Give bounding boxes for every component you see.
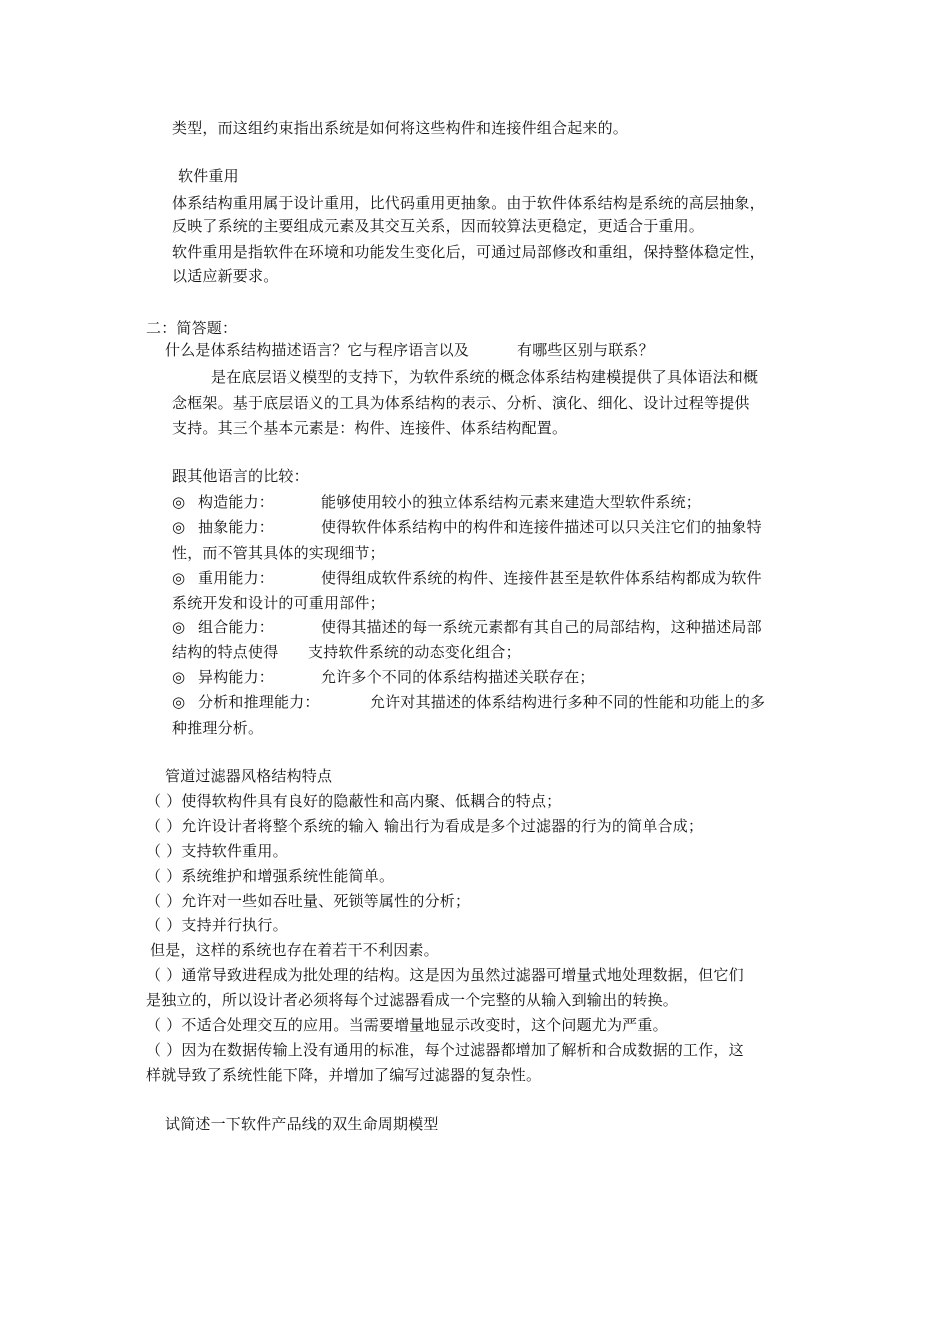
pipe-filter-advantage-3: （ ）支持软件重用。 — [146, 842, 288, 860]
item-text-part-a: 结构的特点使得 — [172, 643, 279, 661]
item-label: 抽象能力： — [198, 518, 275, 536]
comparison-item-hetero — [172, 667, 595, 687]
item-text-part-b: 支持软件系统的动态变化组合； — [308, 643, 521, 661]
question-1-part-a: 什么是体系结构描述语言？它与程序语言以及 — [165, 341, 470, 359]
pipe-filter-disadvantage-2: （ ）不适合处理交互的应用。当需要增量地显示改变时，这个问题尤为严重。 — [146, 1016, 668, 1034]
pipe-filter-disadvantage-1: （ ）通常导致进程成为批处理的结构。这是因为虽然过滤器可增量式地处理数据，但它们 — [146, 966, 744, 984]
item-label: 异构能力： — [198, 668, 275, 686]
comparison-item-analysis — [172, 692, 766, 712]
pipe-filter-disadvantage-3: （ ）因为在数据传输上没有通用的标准，每个过滤器都增加了解析和合成数据的工作，这 — [146, 1041, 744, 1059]
intro-line: 类型，而这组约束指出系统是如何将这些构件和连接件组合起来的。 — [172, 119, 629, 137]
bullet-icon: ◎ — [172, 668, 186, 686]
comparison-item-reuse — [172, 568, 762, 588]
comparison-heading: 跟其他语言的比较： — [172, 467, 309, 485]
comparison-item-reuse-cont: 系统开发和设计的可重用部件； — [172, 594, 385, 612]
section-heading: 二：简答题： — [146, 319, 238, 337]
comparison-item-analysis-cont: 种推理分析。 — [172, 719, 264, 737]
pipe-filter-advantage-4: （ ）系统维护和增强系统性能简单。 — [146, 867, 395, 885]
item-text: 能够使用较小的独立体系结构元素来建造大型软件系统； — [321, 493, 702, 511]
reuse-heading: 软件重用 — [178, 167, 239, 185]
answer-1-line-1: 是在底层语义模型的支持下，为软件系统的概念体系结构建模提供了具体语法和概 — [211, 368, 759, 386]
item-label: 构造能力： — [198, 493, 275, 511]
item-text: 允许对其描述的体系结构进行多种不同的性能和功能上的多 — [370, 693, 766, 711]
item-label: 重用能力： — [198, 569, 275, 587]
bullet-icon: ◎ — [172, 493, 186, 511]
item-text: 使得软件体系结构中的构件和连接件描述可以只关注它们的抽象特 — [321, 518, 762, 536]
pipe-filter-heading: 管道过滤器风格结构特点 — [165, 767, 333, 785]
reuse-paragraph-2-line-2: 以适应新要求。 — [172, 267, 279, 285]
item-text: 使得其描述的每一系统元素都有其自己的局部结构，这种描述局部 — [321, 618, 762, 636]
comparison-item-abstract — [172, 517, 762, 537]
reuse-paragraph-2-line-1: 软件重用是指软件在环境和功能发生变化后，可通过局部修改和重组，保持整体稳定性， — [172, 243, 765, 261]
bullet-icon: ◎ — [172, 569, 186, 587]
comparison-item-construct — [172, 492, 702, 512]
answer-1-line-3: 支持。其三个基本元素是：构件、连接件、体系结构配置。 — [172, 419, 568, 437]
comparison-item-compose — [172, 617, 762, 637]
pipe-filter-advantage-6: （ ）支持并行执行。 — [146, 916, 288, 934]
answer-1-line-2: 念框架。基于底层语义的工具为体系结构的表示、分析、演化、细化、设计过程等提供 — [172, 394, 750, 412]
question-1 — [165, 340, 654, 360]
item-text: 使得组成软件系统的构件、连接件甚至是软件体系结构都成为软件 — [321, 569, 762, 587]
question-1-part-b: 有哪些区别与联系？ — [517, 341, 654, 359]
comparison-item-compose-cont — [172, 642, 521, 662]
bullet-icon: ◎ — [172, 518, 186, 536]
pipe-filter-advantage-2: （ ）允许设计者将整个系统的输入 输出行为看成是多个过滤器的行为的简单合成； — [146, 817, 704, 835]
item-label: 分析和推理能力： — [198, 693, 320, 711]
item-label: 组合能力： — [198, 618, 275, 636]
reuse-paragraph-1-line-1: 体系结构重用属于设计重用，比代码重用更抽象。由于软件体系结构是系统的高层抽象， — [172, 194, 765, 212]
product-line-question: 试简述一下软件产品线的双生命周期模型 — [165, 1115, 439, 1133]
comparison-item-abstract-cont: 性，而不管其具体的实现细节； — [172, 544, 385, 562]
pipe-filter-but-line: 但是，这样的系统也存在着若干不利因素。 — [150, 941, 439, 959]
reuse-paragraph-1-line-2: 反映了系统的主要组成元素及其交互关系，因而较算法更稳定，更适合于重用。 — [172, 217, 705, 235]
pipe-filter-advantage-5: （ ）允许对一些如吞吐量、死锁等属性的分析； — [146, 892, 471, 910]
item-text: 允许多个不同的体系结构描述关联存在； — [321, 668, 595, 686]
bullet-icon: ◎ — [172, 693, 186, 711]
pipe-filter-advantage-1: （ ）使得软构件具有良好的隐蔽性和高内聚、低耦合的特点； — [146, 792, 562, 810]
pipe-filter-disadvantage-3-cont: 样就导致了系统性能下降，并增加了编写过滤器的复杂性。 — [146, 1066, 542, 1084]
bullet-icon: ◎ — [172, 618, 186, 636]
pipe-filter-disadvantage-1-cont: 是独立的，所以设计者必须将每个过滤器看成一个完整的从输入到输出的转换。 — [146, 991, 679, 1009]
